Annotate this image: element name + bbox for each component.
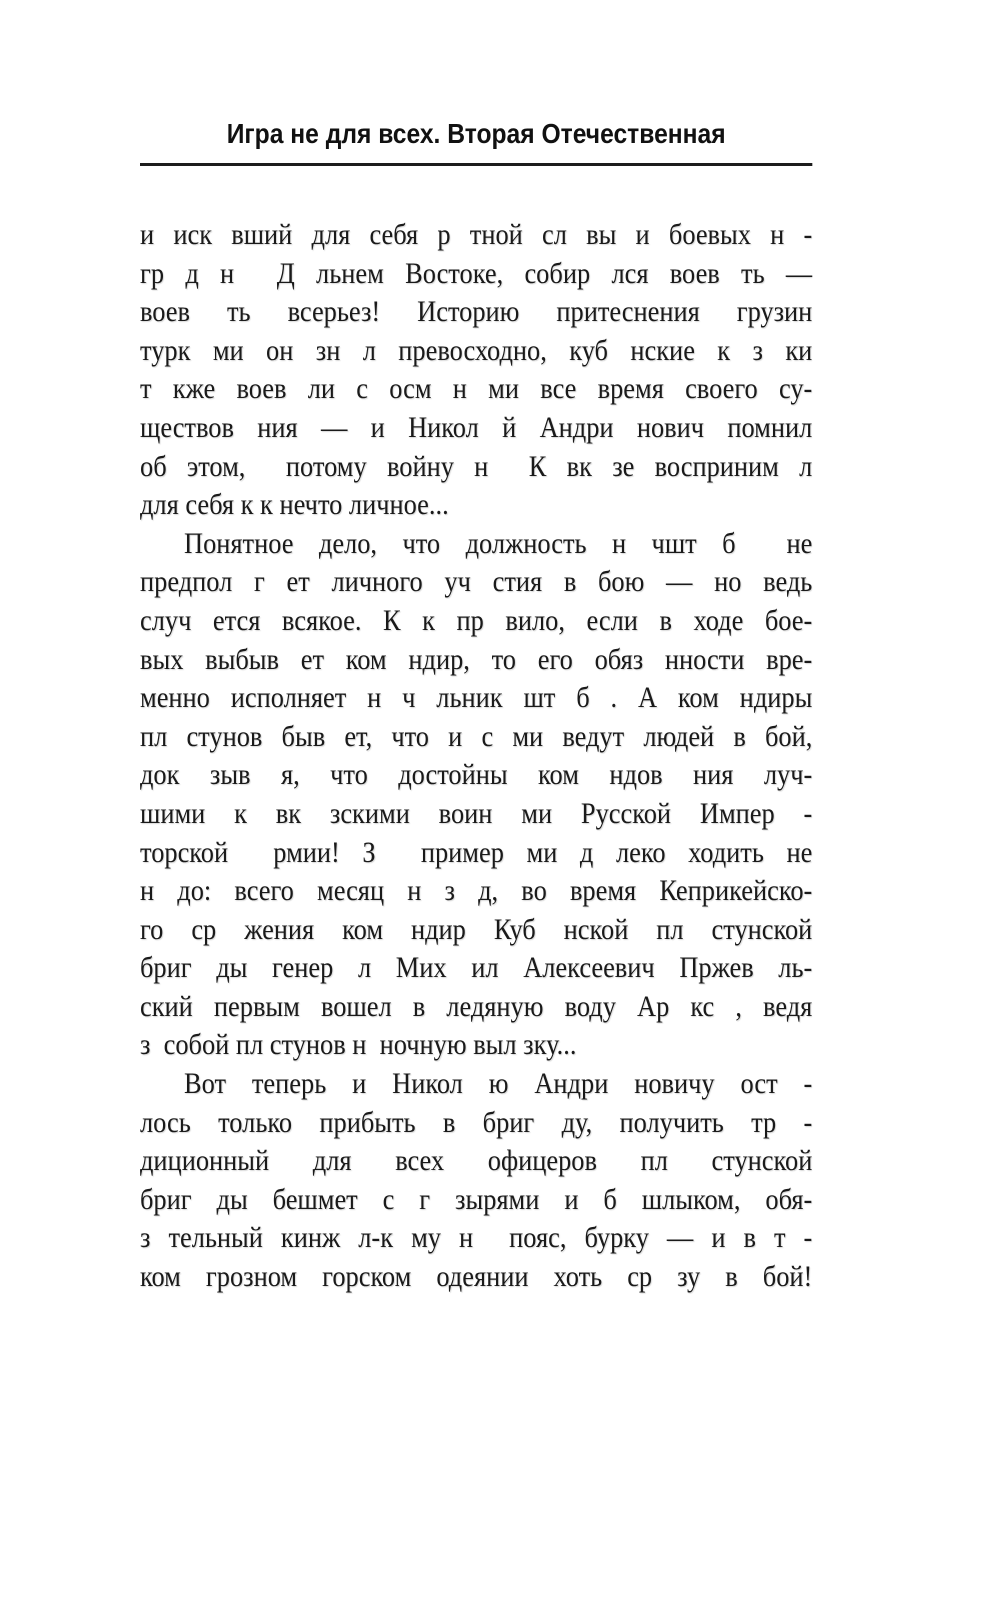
text-line: шими к вк зскими воин ми Русской Импер - (140, 796, 813, 830)
page-content (140, 118, 812, 1297)
text-line: ком грозном горском одеянии хоть ср зу в бой! (140, 1260, 813, 1294)
text-line: вых выбыв ет ком ндир, то его обяз нности вре- (140, 642, 813, 676)
text-line: гр д н Д льнем Востоке, собир лся воев ть — (140, 256, 813, 290)
text-line: го ср жения ком ндир Куб нской пл стунской (140, 912, 813, 946)
text-line: предпол г ет личного уч стия в бою — но ведь (140, 565, 813, 599)
text-line: об этом, потому войну н К вк зе восприним л (140, 449, 813, 483)
text-line-paragraph-start: Вот теперь и Никол ю Андри новичу ост - (184, 1067, 813, 1101)
text-line: док зыв я, что достойны ком ндов ния луч- (140, 758, 813, 792)
text-line: лось только прибыть в бриг ду, получить тр - (140, 1105, 813, 1139)
text-line: турк ми он зн л превосходно, куб нские к з ки (140, 333, 813, 367)
text-line: н до: всего месяц н з д, во время Кеприкейско- (140, 874, 813, 908)
text-line: бриг ды генер л Мих ил Алексеевич Пржев ль- (140, 951, 813, 985)
header-divider-rule (140, 163, 812, 166)
text-line-paragraph-end: з собой пл стунов н ночную выл зку... (140, 1028, 577, 1062)
text-line: т кже воев ли с осм н ми все время своего су- (140, 372, 813, 406)
text-line-paragraph-start: Понятное дело, что должность н чшт б не (184, 526, 813, 560)
text-line: з тельный кинж л-к му н пояс, бурку — и в т - (140, 1221, 813, 1255)
text-line: ществов ния — и Никол й Андри нович помнил (140, 410, 813, 444)
text-line: воев ть всерьез! Историю притеснения грузин (140, 295, 813, 329)
text-line: и иск вший для себя р тной сл вы и боевых н - (140, 218, 813, 251)
text-line: бриг ды бешмет с г зырями и б шлыком, обя- (140, 1182, 813, 1216)
text-line: пл стунов быв ет, что и с ми ведут людей в бой, (140, 719, 813, 753)
running-header-title: Игра не для всех. Вторая Отечественная (226, 118, 726, 149)
body-text (140, 216, 812, 1297)
text-line: ский первым вошел в ледяную воду Ар кс , ведя (140, 989, 813, 1023)
text-line: торской рмии! З пример ми д леко ходить не (140, 835, 813, 869)
text-line: случ ется всякое. К к пр вило, если в ходе бое- (140, 603, 813, 637)
text-line: диционный для всех офицеров пл стунской (140, 1144, 813, 1178)
text-line-paragraph-end: для себя к к нечто личное... (140, 488, 449, 522)
text-line: менно исполняет н ч льник шт б . А ком ндиры (140, 681, 813, 715)
